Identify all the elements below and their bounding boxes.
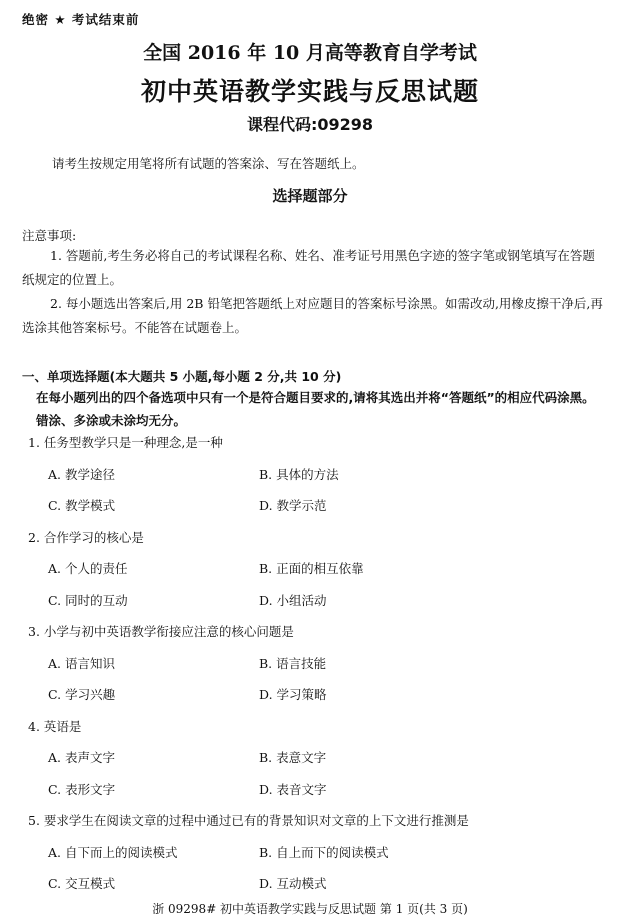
option-c: C. 教学模式 — [48, 498, 116, 513]
answer-instruction: 请考生按规定用笔将所有试题的答案涂、写在答题纸上。 — [52, 156, 365, 171]
note-item — [22, 244, 607, 292]
question-stem: 3. 小学与初中英语教学衔接应注意的核心问题是 — [28, 624, 294, 639]
course-code: 课程代码:09298 — [246, 115, 374, 134]
question-stem: 1. 任务型教学只是一种理念,是一种 — [28, 435, 223, 450]
option-a: A. 表声文字 — [48, 750, 115, 765]
option-b: B. 具体的方法 — [259, 467, 339, 482]
question-stem: 4. 英语是 — [28, 719, 82, 734]
note-item — [22, 292, 607, 340]
option-b: B. 正面的相互依靠 — [259, 561, 364, 576]
option-b: B. 自上而下的阅读模式 — [259, 845, 389, 860]
part-heading: 一、单项选择题(本大题共 5 小题,每小题 2 分,共 10 分) — [22, 369, 342, 384]
option-a: A. 语言知识 — [48, 656, 115, 671]
page-footer: 浙 09298# 初中英语教学实践与反思试题 第 1 页(共 3 页) — [152, 902, 468, 916]
option-d: D. 学习策略 — [259, 687, 327, 702]
option-b: B. 表意文字 — [259, 750, 327, 765]
note-text: 2. 每小题选出答案后,用 2B 铅笔把答题纸上对应题目的答案标号涂黑。如需改动,用橡皮擦干净后,再选涂其他答案标号。不能答在试题卷上。 — [22, 296, 603, 335]
option-c: C. 交互模式 — [48, 876, 116, 891]
part-description: 在每小题列出的四个备选项中只有一个是符合题目要求的,请将其选出并将“答题纸”的相应代码涂黑。错涂、多涂或未涂均无分。 — [36, 390, 595, 428]
option-c: C. 同时的互动 — [48, 593, 128, 608]
exam-title: 全国 2016 年 10 月高等教育自学考试 — [143, 42, 477, 64]
option-a: A. 教学途径 — [48, 467, 115, 482]
option-a: A. 个人的责任 — [48, 561, 128, 576]
secret-mark: 绝密 ★ 考试结束前 — [22, 12, 140, 27]
section-title: 选择题部分 — [272, 187, 348, 205]
notes-heading: 注意事项: — [22, 228, 77, 243]
question-stem: 5. 要求学生在阅读文章的过程中通过已有的背景知识对文章的上下文进行推测是 — [28, 813, 469, 828]
option-d: D. 表音文字 — [259, 782, 327, 797]
question-stem: 2. 合作学习的核心是 — [28, 530, 144, 545]
option-d: D. 教学示范 — [259, 498, 327, 513]
option-a: A. 自下而上的阅读模式 — [48, 845, 178, 860]
option-c: C. 表形文字 — [48, 782, 116, 797]
note-text: 1. 答题前,考生务必将自己的考试课程名称、姓名、准考证号用黑色字迹的签字笔或钢笔填写在答题纸规定的位置上。 — [22, 248, 595, 287]
option-c: C. 学习兴趣 — [48, 687, 116, 702]
option-d: D. 互动模式 — [259, 876, 327, 891]
option-d: D. 小组活动 — [259, 593, 327, 608]
option-b: B. 语言技能 — [259, 656, 327, 671]
paper-title: 初中英语教学实践与反思试题 — [140, 77, 479, 106]
